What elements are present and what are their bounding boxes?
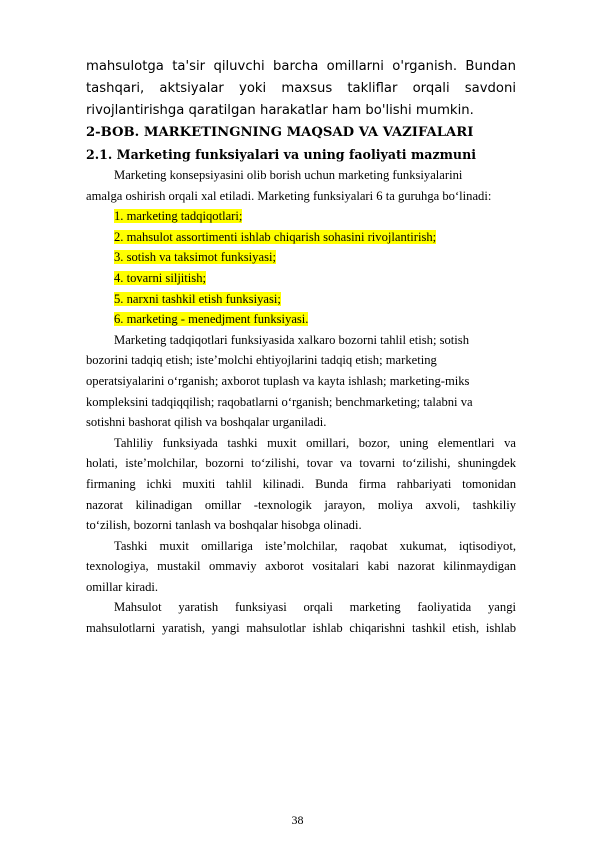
paragraph-line: Marketing tadqiqotlari funksiyasida xalkaro bozorni tahlil etish; sotish <box>114 332 470 347</box>
paragraph-functions-intro <box>86 165 516 206</box>
paragraph-line: omillar kiradi. <box>86 579 159 594</box>
intro-line: mahsulotga ta'sir qiluvchi barcha omillarni o'rganish. Bundan <box>86 59 516 74</box>
highlighted-text: 6. marketing - menedjment funksiyasi. <box>114 312 309 327</box>
highlighted-text: 1. marketing tadqiqotlari; <box>114 209 243 224</box>
intro-paragraph <box>86 56 516 122</box>
intro-line: rivojlantirishga qaratilgan harakatlar ham bo'lishi mumkin. <box>86 103 474 118</box>
paragraph-external-factors <box>86 536 516 598</box>
highlighted-text: 2. mahsulot assortimenti ishlab chiqarish sohasini rivojlantirish; <box>114 229 437 244</box>
paragraph-analytical <box>86 433 516 536</box>
list-item <box>86 247 516 268</box>
intro-line: tashqari, aktsiyalar yoki maxsus takliflar orqali savdoni <box>86 81 516 96</box>
paragraph-line: operatsiyalarini o‘rganish; axborot tuplash va kayta ishlash; marketing-miks <box>86 373 470 388</box>
page-number: 38 <box>291 813 304 827</box>
paragraph-line: mahsulotlarni yaratish, yangi mahsulotlar ishlab chiqarishni tashkil etish, ishlab <box>86 621 516 636</box>
functions-list <box>86 206 516 330</box>
list-item <box>86 268 516 289</box>
paragraph-line: holati, iste’molchilar, bozorni to‘zilishi, tovar va tovarni to‘zilishi, shuningdek <box>86 456 516 471</box>
paragraph-line: to‘zilish, bozorni tanlash va boshqalar hisobga olinadi. <box>86 518 362 533</box>
paragraph-line: bozorini tadqiq etish; iste’molchi ehtiyojlarini tadqiq etish; marketing <box>86 353 437 368</box>
list-item <box>86 227 516 248</box>
paragraph-line: Tahliliy funksiyada tashki muxit omillari, bozor, uning elementlari va <box>114 435 516 450</box>
paragraph-research <box>86 330 516 433</box>
paragraph-line: kompleksini tadqiqqilish; raqobatlarni o‘rganish; benchmarketing; talabni va <box>86 394 473 409</box>
paragraph-line: texnologiya, mustakil ommaviy axborot vositalari kabi nazorat kilinmaydigan <box>86 559 516 574</box>
paragraph-line: nazorat kilinadigan omillar -texnologik jarayon, moliya axvoli, tashkiliy <box>86 497 516 512</box>
paragraph-line: firmaning ichki muxiti tahlil kilinadi. Bunda firma rahbariyati tomonidan <box>86 476 516 491</box>
highlighted-text: 4. tovarni siljitish; <box>114 270 207 285</box>
highlighted-text: 5. narxni tashkil etish funksiyasi; <box>114 291 281 306</box>
section-heading: 2.1. Marketing funksiyalari va uning faoliyati mazmuni <box>86 147 477 162</box>
paragraph-product-creation <box>86 597 516 638</box>
paragraph-line: Marketing konsepsiyasini olib borish uchun marketing funksiyalarini <box>114 168 463 182</box>
paragraph-line: Tashki muxit omillariga iste’molchilar, raqobat xukumat, iqtisodiyot, <box>114 538 516 553</box>
document-page <box>86 56 516 639</box>
list-item <box>86 289 516 310</box>
paragraph-line: sotishni bashorat qilish va boshqalar urganiladi. <box>86 415 327 430</box>
list-item <box>86 206 516 227</box>
list-item <box>86 309 516 330</box>
chapter-heading: 2-BOB. MARKETINGNING MAQSAD VA VAZIFALARI <box>86 125 474 140</box>
highlighted-text: 3. sotish va taksimot funksiyasi; <box>114 250 276 265</box>
paragraph-line: Mahsulot yaratish funksiyasi orqali marketing faoliyatida yangi <box>114 600 516 615</box>
paragraph-line: amalga oshirish orqali xal etiladi. Marketing funksiyalari 6 ta guruhga bo‘linadi: <box>86 188 492 203</box>
